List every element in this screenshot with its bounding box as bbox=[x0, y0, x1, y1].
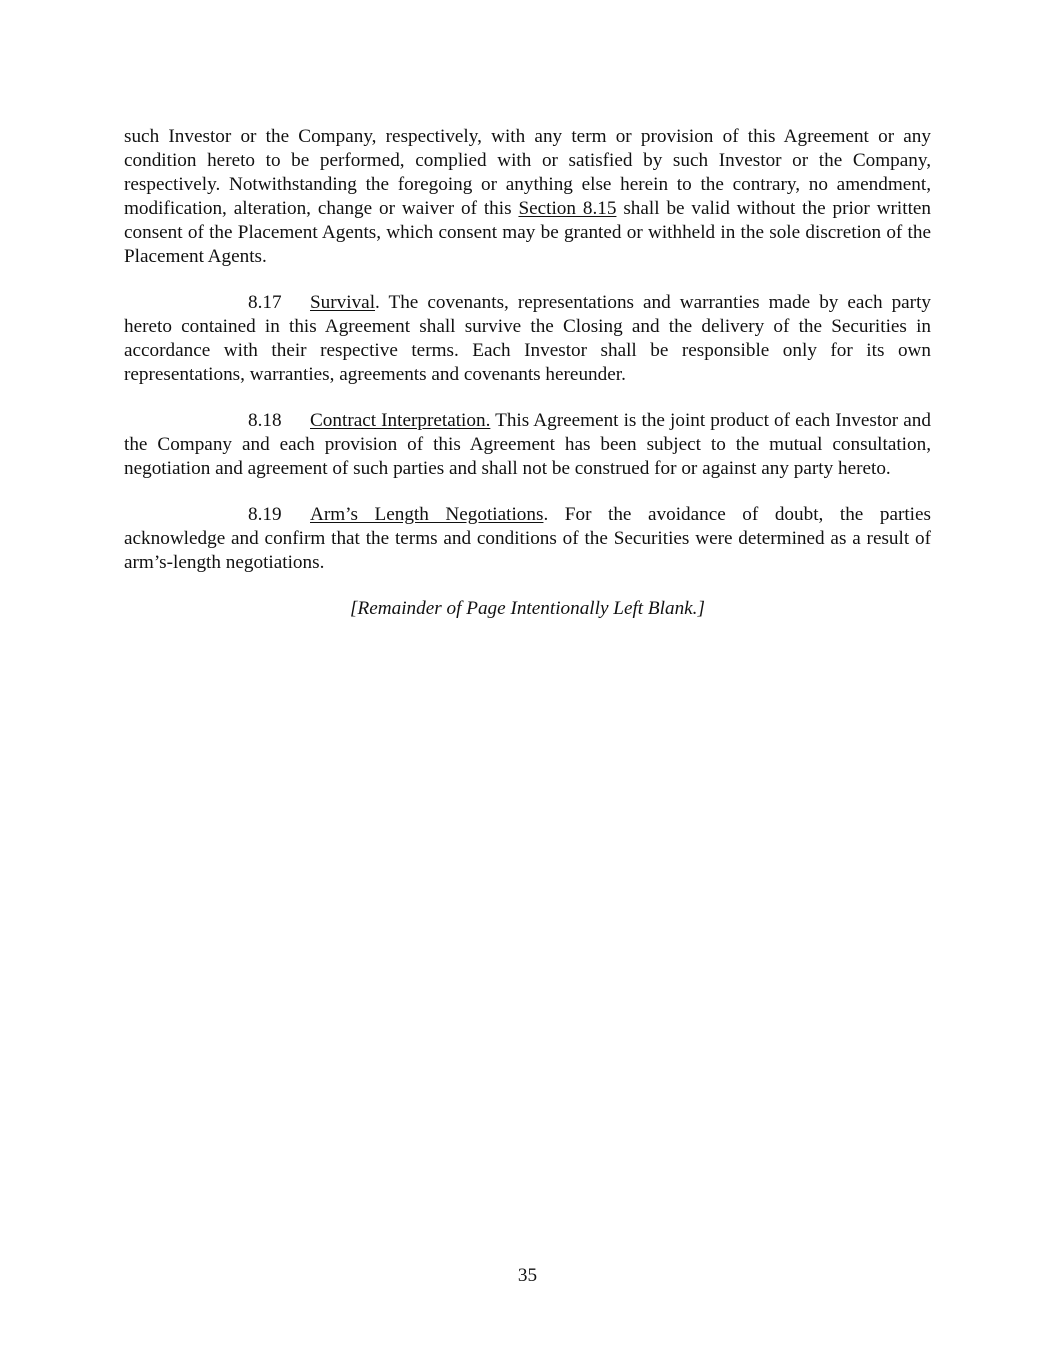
section-body: This Agreement is the joint product of each Investor and the Company and each provision of this Agreement has been subject to the mutual consultation, negotiation and agreement of such parties and shall not be construed for or against any party hereto. bbox=[124, 410, 931, 479]
document-body bbox=[124, 125, 931, 621]
section-number: 8.17 bbox=[248, 292, 282, 313]
section-body: . For the avoidance of doubt, the parties acknowledge and confirm that the terms and conditions of the Securities were determined as a result of arm’s-length negotiations. bbox=[124, 504, 931, 573]
paragraph-continuation bbox=[124, 125, 931, 269]
paragraph-text: shall be valid without the prior written consent of the Placement Agents, which consent may be granted or withheld in the sole discretion of the Placement Agents. bbox=[124, 198, 932, 267]
section-heading: Contract Interpretation. bbox=[310, 410, 491, 431]
page-number: 35 bbox=[517, 1265, 538, 1286]
section-reference-link: Section 8.15 bbox=[518, 198, 617, 219]
section-number: 8.19 bbox=[248, 504, 282, 525]
section-8-19 bbox=[124, 503, 931, 575]
section-8-17 bbox=[124, 291, 931, 387]
paragraph-text: such Investor or the Company, respectively, with any term or provision of this Agreement or any condition hereto to be performed, complied with or satisfied by such Investor or the Company, respectively. Notwithstanding the foregoing or anything else herein to the contrary, no amendment, modification, alteration, change or waiver of this bbox=[124, 126, 931, 219]
remainder-note: [Remainder of Page Intentionally Left Blank.] bbox=[350, 598, 705, 619]
section-8-18 bbox=[124, 409, 931, 481]
section-heading: Survival bbox=[310, 292, 376, 313]
section-number: 8.18 bbox=[248, 410, 282, 431]
section-body: . The covenants, representations and warranties made by each party hereto contained in this Agreement shall survive the Closing and the delivery of the Securities in accordance with their respective terms. Each Investor shall be responsible only for its own representations, warranties, agreements and covenants hereunder. bbox=[124, 292, 931, 385]
section-heading: Arm’s Length Negotiations bbox=[310, 504, 544, 525]
